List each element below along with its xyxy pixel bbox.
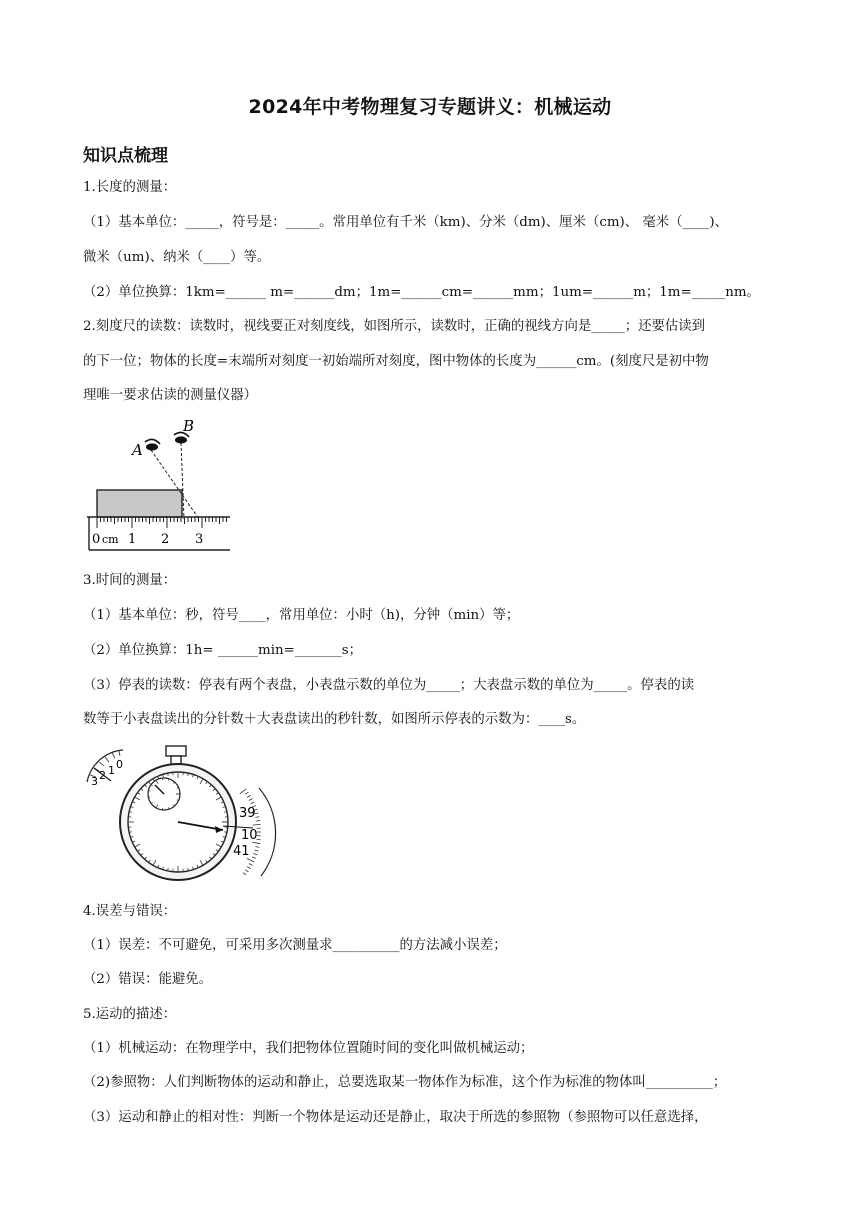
label-a: A: [132, 441, 143, 459]
heading-ruler-reading: 2.刻度尺的读数：读数时，视线要正对刻度线，如图所示，读数时，正确的视线方向是_____；还要估读到: [83, 319, 706, 334]
paragraph-line: 的下一位；物体的长度=末端所对刻度一初始端所对刻度，图中物体的长度为______cm。(刻度尺是初中物: [83, 354, 709, 369]
ruler-reading-figure: [85, 415, 235, 555]
paragraph-line: （1）基本单位：_____，符号是：_____。常用单位有千米（km)、分米（dm)、厘米（cm)、 毫米（____)、: [83, 215, 728, 230]
paragraph-line: （1）基本单位：秒，符号____，常用单位：小时（h)，分钟（min）等；: [83, 608, 520, 623]
dial-tick: [249, 863, 253, 865]
paragraph-line: （2）单位换算：1km=______ m=______dm；1m=______cm=______mm；1um=______m；1m=_____nm。: [83, 285, 760, 300]
dial-tick: [252, 857, 256, 859]
dial-tick: [256, 820, 260, 821]
tick-label-unit: cm: [102, 533, 119, 546]
heading-motion: 5.运动的描述：: [83, 1007, 177, 1022]
ruler-ticks: [97, 517, 227, 528]
dial-tick: [254, 850, 258, 851]
measured-object: [97, 490, 182, 517]
big-dial-zoom-arc: [259, 788, 276, 876]
dial-tick: [253, 824, 261, 825]
heading-time-measurement: 3.时间的测量：: [83, 573, 177, 588]
paragraph-line: （1）误差：不可避免，可采用多次测量求__________的方法减小误差；: [83, 938, 507, 953]
dial-tick: [253, 853, 257, 854]
tick-label-0: 0: [92, 532, 101, 547]
section-heading: 知识点梳理: [83, 146, 168, 166]
tick-label-2: 2: [161, 532, 170, 547]
big-dial-label-41: 41: [233, 844, 250, 859]
paragraph-line: 理唯一要求估读的测量仪器）: [83, 388, 258, 403]
paragraph-line: （1）机械运动：在物理学中，我们把物体位置随时间的变化叫做机械运动；: [83, 1041, 534, 1056]
dial-tick: [255, 817, 259, 818]
dial-tick: [247, 859, 254, 862]
dial-tick: [245, 792, 248, 794]
paragraph-line: （2）单位换算：1h= ______min=_______s；: [83, 643, 362, 658]
paragraph-line: 数等于小表盘读出的分针数＋大表盘读出的秒针数，如图所示停表的示数为：____s。: [83, 712, 586, 727]
big-dial-label-39: 39: [239, 806, 256, 821]
small-dial-label-3: 3: [91, 775, 98, 788]
dial-tick: [243, 873, 246, 875]
dial-tick: [247, 867, 250, 869]
dial-tick: [245, 870, 248, 872]
paragraph-line: （2）错误：能避免。: [83, 972, 213, 987]
dial-tick: [249, 799, 253, 801]
tick-label-3: 3: [195, 532, 204, 547]
eye-a-icon: [145, 439, 160, 450]
dial-tick: [247, 795, 250, 797]
small-dial-label-1: 1: [108, 764, 115, 777]
small-dial-label-0: 0: [116, 758, 123, 771]
heading-length-measurement: 1.长度的测量：: [83, 180, 177, 195]
dial-tick: [255, 846, 259, 847]
paragraph-line: （3）运动和静止的相对性：判断一个物体是运动还是静止，取决于所选的参照物（参照物可以任意选择，: [83, 1110, 708, 1125]
stopwatch-crown: [166, 746, 186, 756]
paragraph-line: （2)参照物：人们判断物体的运动和静止，总要选取某一物体作为标准，这个作为标准的物体叫__________；: [83, 1075, 727, 1090]
label-b: B: [183, 417, 195, 435]
document-title: 2024年中考物理复习专题讲义：机械运动: [248, 96, 612, 118]
dial-tick: [251, 802, 255, 804]
stopwatch-figure: [83, 744, 283, 882]
paragraph-line: 微米（um)、纳米（____）等。: [83, 250, 271, 265]
dial-tick: [240, 789, 246, 794]
paragraph-line: （3）停表的读数：停表有两个表盘，小表盘示数的单位为_____；大表盘示数的单位为_____。停表的读: [83, 678, 695, 693]
tick-label-1: 1: [128, 532, 137, 547]
small-dial-label-2: 2: [99, 769, 106, 782]
heading-error: 4.误差与错误：: [83, 904, 177, 919]
big-dial-label-10: 10: [241, 828, 258, 843]
